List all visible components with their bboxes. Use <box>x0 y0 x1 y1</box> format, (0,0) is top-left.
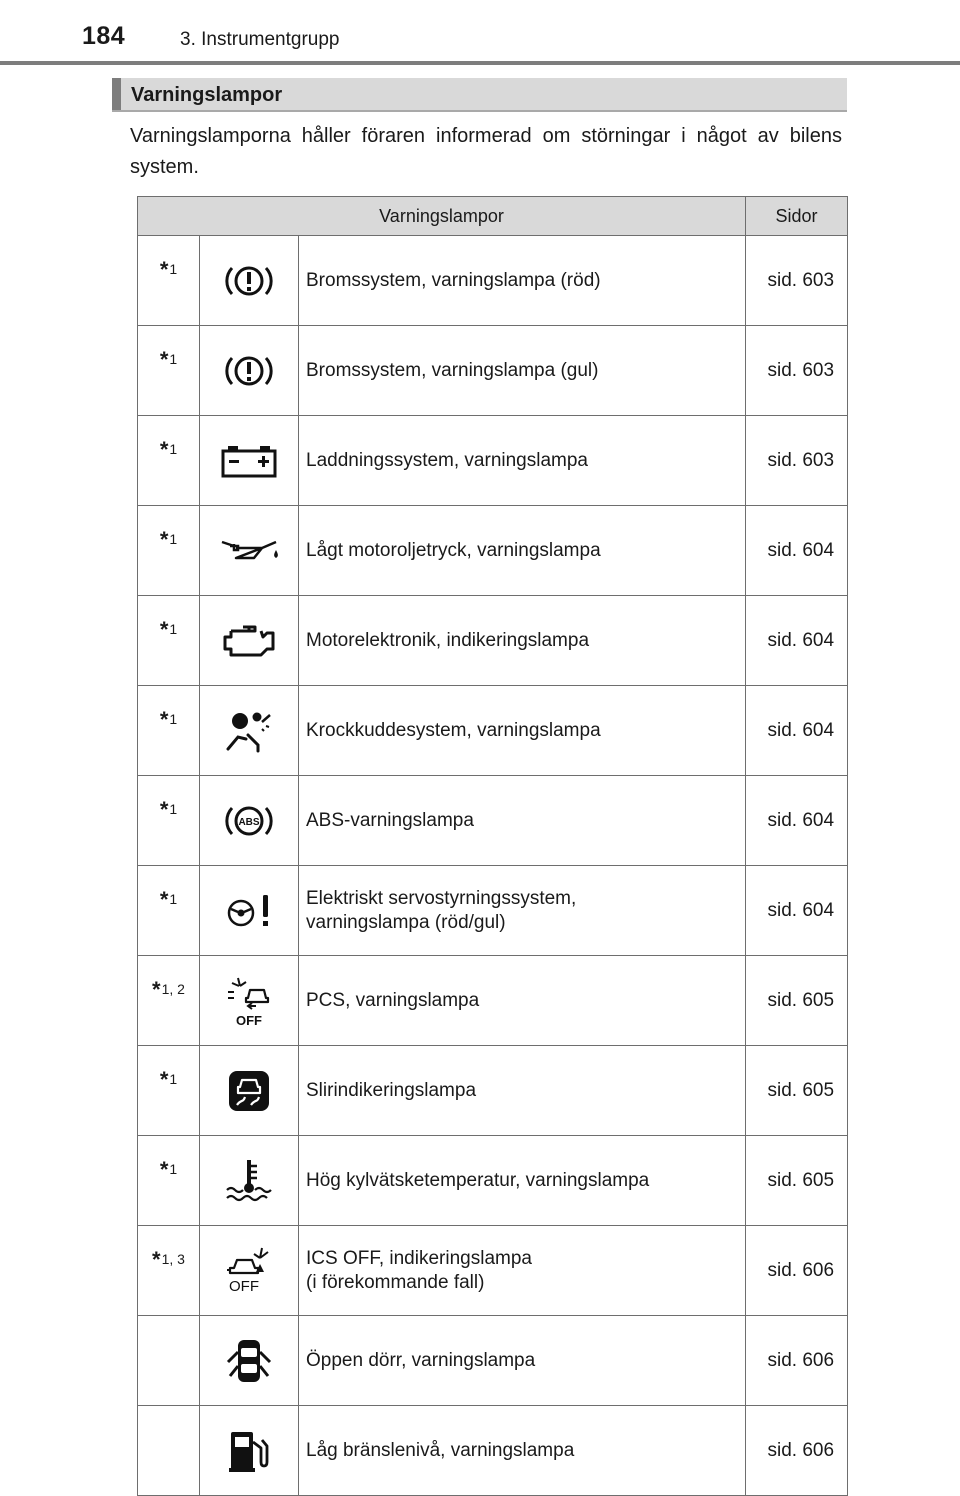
slip-indicator-icon <box>200 1046 299 1136</box>
footnote-number: 1 <box>169 891 178 907</box>
page-reference: sid. 604 <box>746 866 848 956</box>
asterisk-mark: * <box>159 1067 169 1092</box>
description-line: Bromssystem, varningslampa (gul) <box>306 359 599 381</box>
open-door-icon <box>200 1316 299 1406</box>
engine-icon <box>200 596 299 686</box>
description-line: Krockkuddesystem, varningslampa <box>306 719 601 741</box>
table-row <box>138 1316 848 1406</box>
footnote-ref <box>138 956 200 1046</box>
description-line: Bromssystem, varningslampa (röd) <box>306 269 601 291</box>
intro-paragraph: Varningslamporna håller föraren informerad om störningar i något av bilens system. <box>130 125 842 178</box>
table-row <box>138 1046 848 1136</box>
steering-warning-icon <box>200 866 299 956</box>
description-line: Motorelektronik, indikeringslampa <box>306 629 590 651</box>
page-reference: sid. 604 <box>746 506 848 596</box>
brake-yellow-icon <box>200 326 299 416</box>
page-reference: sid. 606 <box>746 1226 848 1316</box>
footnote-ref <box>138 1316 200 1406</box>
page-reference: sid. 604 <box>746 596 848 686</box>
lamp-description <box>299 596 746 686</box>
page-reference: sid. 606 <box>746 1316 848 1406</box>
lamp-description <box>299 1136 746 1226</box>
footnote-ref <box>138 506 200 596</box>
asterisk-mark: * <box>159 887 169 912</box>
lamp-description <box>299 776 746 866</box>
section-heading-bar <box>112 78 847 112</box>
description-line: Låg bränslenivå, varningslampa <box>306 1439 575 1461</box>
lamp-description <box>299 956 746 1046</box>
footnote-number: 1, 3 <box>161 1251 185 1267</box>
footnote-number: 1 <box>169 621 178 637</box>
lamp-description <box>299 866 746 956</box>
pcs-off-label: OFF <box>236 1012 262 1028</box>
warning-lamps-table <box>137 196 848 1496</box>
description-line: ABS-varningslampa <box>306 809 474 831</box>
page-reference: sid. 606 <box>746 1406 848 1496</box>
lamp-description <box>299 506 746 596</box>
footnote-number: 1, 2 <box>161 981 185 997</box>
section-heading-marker <box>112 78 121 110</box>
description-line: Laddningssystem, varningslampa <box>306 449 588 471</box>
asterisk-mark: * <box>159 437 169 462</box>
footnote-number: 1 <box>169 261 178 277</box>
description-line: Lågt motoroljetryck, varningslampa <box>306 539 601 561</box>
header-rule <box>0 61 960 65</box>
table-row <box>138 416 848 506</box>
lamp-description <box>299 1046 746 1136</box>
asterisk-mark: * <box>159 347 169 372</box>
page-reference: sid. 603 <box>746 326 848 416</box>
lamp-description <box>299 326 746 416</box>
description-line: PCS, varningslampa <box>306 989 480 1011</box>
description-line: Hög kylvätsketemperatur, varningslampa <box>306 1169 650 1191</box>
chapter-title: 3. Instrumentgrupp <box>180 29 340 50</box>
table-row <box>138 506 848 596</box>
table-row <box>138 956 848 1046</box>
lamp-description <box>299 236 746 326</box>
footnote-number: 1 <box>169 1071 178 1087</box>
lamp-description <box>299 686 746 776</box>
description-line: Öppen dörr, varningslampa <box>306 1349 536 1371</box>
lamp-description <box>299 416 746 506</box>
asterisk-mark: * <box>159 257 169 282</box>
header-lamps: Varningslampor <box>138 197 746 236</box>
table-row <box>138 686 848 776</box>
section-title: Varningslampor <box>131 84 283 106</box>
description-line: Elektriskt servostyrningssystem, <box>306 887 577 909</box>
footnote-number: 1 <box>169 351 178 367</box>
asterisk-mark: * <box>152 1247 161 1272</box>
table-row <box>138 596 848 686</box>
footnote-ref <box>138 1226 200 1316</box>
page-reference: sid. 603 <box>746 416 848 506</box>
description-line: Slirindikeringslampa <box>306 1079 477 1101</box>
page-reference: sid. 604 <box>746 776 848 866</box>
ics-off-label: OFF <box>229 1277 259 1295</box>
footnote-ref <box>138 1136 200 1226</box>
pcs-off-icon <box>200 956 299 1046</box>
footnote-number: 1 <box>169 531 178 547</box>
brake-red-icon <box>200 236 299 326</box>
abs-icon <box>200 776 299 866</box>
description-line: ICS OFF, indikeringslampa <box>306 1247 532 1269</box>
footnote-ref <box>138 1406 200 1496</box>
coolant-temp-icon <box>200 1136 299 1226</box>
svg-text:ABS: ABS <box>238 816 260 828</box>
page-reference: sid. 605 <box>746 1136 848 1226</box>
footnote-ref <box>138 866 200 956</box>
footnote-ref <box>138 1046 200 1136</box>
battery-icon <box>200 416 299 506</box>
page-reference: sid. 603 <box>746 236 848 326</box>
footnote-ref <box>138 596 200 686</box>
footnote-number: 1 <box>169 801 178 817</box>
table-row <box>138 1406 848 1496</box>
footnote-ref <box>138 776 200 866</box>
footnote-ref <box>138 416 200 506</box>
table-row <box>138 1136 848 1226</box>
table-row <box>138 326 848 416</box>
footnote-ref <box>138 326 200 416</box>
lamp-description <box>299 1316 746 1406</box>
table-row <box>138 866 848 956</box>
page-reference: sid. 605 <box>746 956 848 1046</box>
footnote-ref <box>138 236 200 326</box>
asterisk-mark: * <box>159 797 169 822</box>
table-row <box>138 236 848 326</box>
airbag-icon <box>200 686 299 776</box>
table-row <box>138 776 848 866</box>
footnote-number: 1 <box>169 441 178 457</box>
table-header-row <box>138 197 848 236</box>
footnote-number: 1 <box>169 1161 178 1177</box>
footnote-number: 1 <box>169 711 178 727</box>
footnote-ref <box>138 686 200 776</box>
lamp-description <box>299 1406 746 1496</box>
table-row <box>138 1226 848 1316</box>
ics-off-icon <box>200 1226 299 1316</box>
lamp-description <box>299 1226 746 1316</box>
asterisk-mark: * <box>159 527 169 552</box>
asterisk-mark: * <box>159 617 169 642</box>
asterisk-mark: * <box>152 977 161 1002</box>
description-line: (i förekommande fall) <box>306 1271 485 1293</box>
page-number: 184 <box>82 22 126 50</box>
description-line: varningslampa (röd/gul) <box>306 911 506 933</box>
page-reference: sid. 604 <box>746 686 848 776</box>
oil-can-icon <box>200 506 299 596</box>
asterisk-mark: * <box>159 1157 169 1182</box>
page-reference: sid. 605 <box>746 1046 848 1136</box>
asterisk-mark: * <box>159 707 169 732</box>
header-pages: Sidor <box>746 197 848 236</box>
low-fuel-icon <box>200 1406 299 1496</box>
